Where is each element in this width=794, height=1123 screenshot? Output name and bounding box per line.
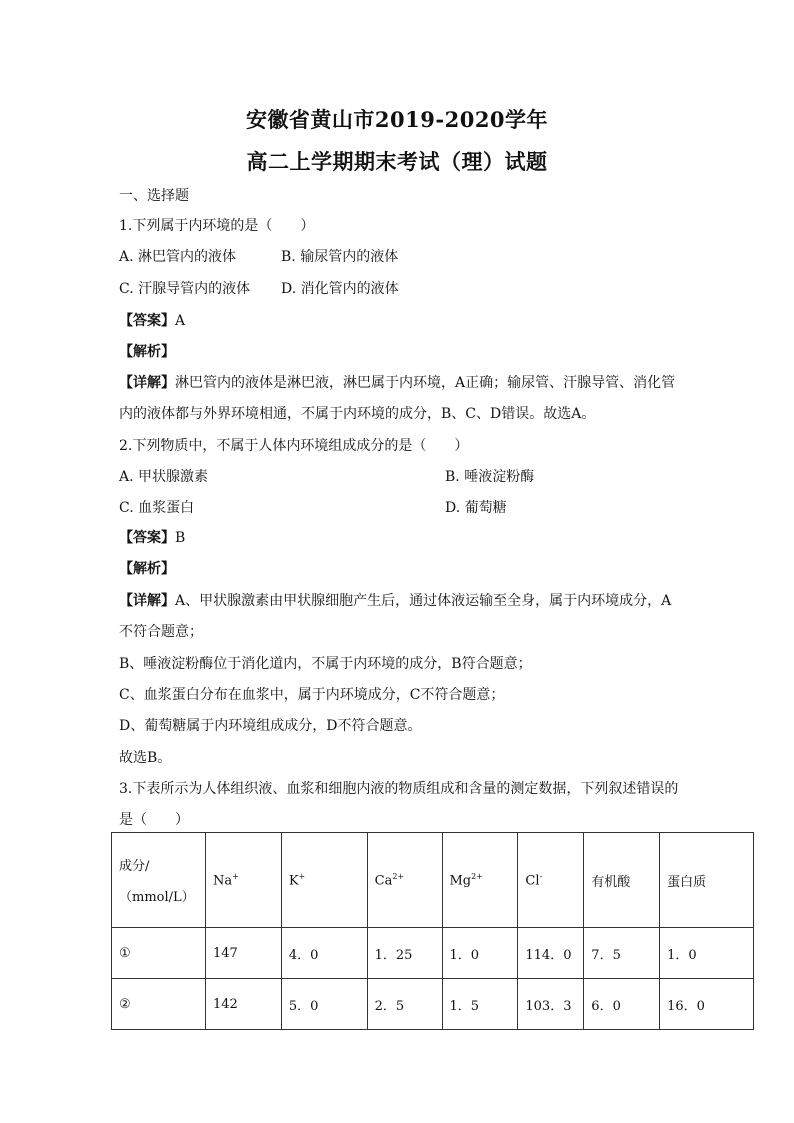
detail-tag: 【详解】 xyxy=(119,593,175,609)
q2-detail-line4: C、血浆蛋白分布在血浆中，属于内环境成分，C不符合题意； xyxy=(119,687,505,703)
header-k-text: K xyxy=(288,873,299,889)
document-title-line2: 高二上学期期末考试（理）试题 xyxy=(246,149,548,174)
cell-organic-acid: 7．5 xyxy=(584,928,660,979)
q2-stem: 2.下列物质中，不属于人体内环境组成成分的是（ ） xyxy=(119,438,469,454)
cell-ca: 2．5 xyxy=(367,979,442,1030)
answer-value: A xyxy=(175,313,186,329)
q2-option-d: D. 葡萄糖 xyxy=(445,500,507,516)
q3-stem-line2: 是（ ） xyxy=(119,812,189,828)
cell-ca: 1．25 xyxy=(367,928,442,979)
header-ca-sup: 2+ xyxy=(392,871,405,881)
cell-k: 4．0 xyxy=(281,928,367,979)
header-na-text: Na xyxy=(212,873,233,889)
q1-option-a: A. 淋巴管内的液体 xyxy=(119,249,237,265)
q3-stem-line1: 3.下表所示为人体组织液、血浆和细胞内液的物质组成和含量的测定数据，下列叙述错误的 xyxy=(119,781,679,797)
q1-analysis-tag xyxy=(119,342,175,362)
q2-answer xyxy=(119,528,185,548)
header-organic-acid: 有机酸 xyxy=(584,833,660,928)
header-na-sup: + xyxy=(232,871,239,881)
header-cl-sup: - xyxy=(539,871,543,881)
cell-cl: 114．0 xyxy=(518,928,584,979)
q2-detail-line5: D、葡萄糖属于内环境组成成分，D不符合题意。 xyxy=(119,718,422,734)
header-component-unit xyxy=(112,833,206,928)
header-k-sup: + xyxy=(298,871,306,881)
table-row xyxy=(112,928,754,979)
q1-option-c: C. 汗腺导管内的液体 xyxy=(119,281,251,297)
header-mg xyxy=(442,833,518,928)
cell-mg: 1．5 xyxy=(442,979,518,1030)
header-ca xyxy=(367,833,442,928)
cell-protein: 1．0 xyxy=(660,928,754,979)
q1-option-d: D. 消化管内的液体 xyxy=(281,281,399,297)
q2-option-c: C. 血浆蛋白 xyxy=(119,500,195,516)
q2-option-b: B. 唾液淀粉酶 xyxy=(445,469,535,485)
header-protein: 蛋白质 xyxy=(660,833,754,928)
header-label-line2: （mmol/L） xyxy=(119,890,195,905)
section-heading: 一、选择题 xyxy=(119,188,189,204)
cell-cl: 103．3 xyxy=(518,979,584,1030)
header-ca-text: Ca xyxy=(374,873,393,889)
table-header-row xyxy=(112,833,754,928)
detail-text: 淋巴管内的液体是淋巴液，淋巴属于内环境，A正确；输尿管、汗腺导管、消化管 xyxy=(175,375,676,391)
document-title-line1: 安徽省黄山市2019-2020学年 xyxy=(245,107,549,132)
detail-text: A、甲状腺激素由甲状腺细胞产生后，通过体液运输至全身，属于内环境成分，A xyxy=(175,593,672,609)
answer-tag: 【答案】 xyxy=(119,530,175,546)
analysis-tag: 【解析】 xyxy=(119,561,175,577)
header-label-line1: 成分/ xyxy=(119,859,150,874)
q2-conclusion: 故选B。 xyxy=(119,750,172,766)
q2-detail-line2: 不符合题意； xyxy=(119,624,203,640)
q1-detail-line1 xyxy=(119,373,675,393)
header-mg-text: Mg xyxy=(449,873,472,889)
table-row xyxy=(112,979,754,1030)
cell-organic-acid: 6．0 xyxy=(584,979,660,1030)
q2-option-a: A. 甲状腺激素 xyxy=(119,469,209,485)
cell-protein: 16．0 xyxy=(660,979,754,1030)
answer-tag: 【答案】 xyxy=(119,313,175,329)
cell-na: 142 xyxy=(205,979,281,1030)
q1-answer xyxy=(119,311,185,331)
q2-detail-line1 xyxy=(119,591,671,611)
cell-k: 5．0 xyxy=(281,979,367,1030)
header-mg-sup: 2+ xyxy=(471,871,483,881)
q2-detail-line3: B、唾液淀粉酶位于消化道内，不属于内环境的成分，B符合题意； xyxy=(119,656,532,672)
q1-option-b: B. 输尿管内的液体 xyxy=(281,249,399,265)
q2-analysis-tag xyxy=(119,559,175,579)
detail-tag: 【详解】 xyxy=(119,375,175,391)
row-label: ② xyxy=(112,979,206,1030)
row-label: ① xyxy=(112,928,206,979)
composition-table xyxy=(111,832,754,1030)
header-cl xyxy=(518,833,584,928)
analysis-tag: 【解析】 xyxy=(119,344,175,360)
answer-value: B xyxy=(175,530,186,546)
q1-detail-line2: 内的液体都与外界环境相通，不属于内环境的成分，B、C、D错误。故选A。 xyxy=(119,406,596,422)
cell-na: 147 xyxy=(205,928,281,979)
header-na xyxy=(205,833,281,928)
header-k xyxy=(281,833,367,928)
cell-mg: 1．0 xyxy=(442,928,518,979)
q1-stem: 1.下列属于内环境的是（ ） xyxy=(119,218,315,234)
header-cl-text: Cl xyxy=(525,873,540,889)
